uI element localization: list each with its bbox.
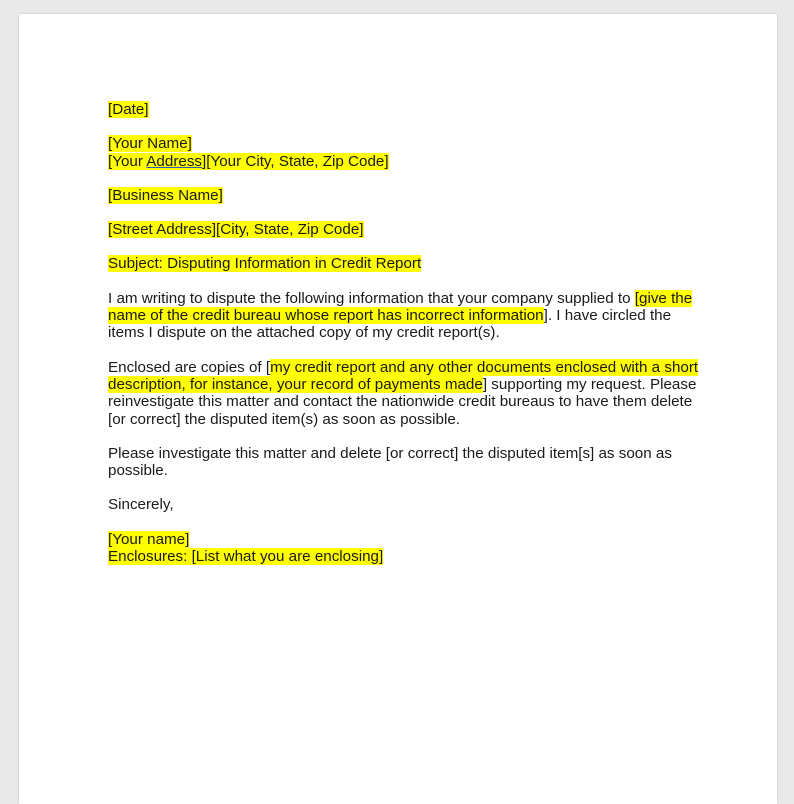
address-word: Address (146, 152, 203, 170)
p1-highlight: [give the name of the credit bureau whose report has incorrect information (108, 289, 693, 325)
date-placeholder: [Date] (108, 101, 149, 118)
recipient-address-line (108, 221, 708, 238)
paragraph-3 (108, 445, 708, 480)
date-line (108, 101, 708, 118)
p2-highlight: my credit report and any other documents enclosed with a short description, for instance, your record of payments made (108, 358, 699, 393)
closing-line (108, 496, 708, 513)
business-name-line (108, 187, 708, 204)
business-name-placeholder: [Business Name] (108, 186, 223, 204)
letter-body[interactable] (108, 101, 708, 582)
sender-block (108, 135, 708, 170)
paragraph-1 (108, 290, 708, 342)
p2-text-b: ] supporting my request. Please reinvestigate this matter and contact the nationwide credit bureaus to have them delete [or correct] the disputed item(s) as soon as possible. (108, 375, 697, 428)
street-city-placeholder: [Street Address][City, State, Zip Code] (108, 221, 364, 239)
signature-block (108, 531, 708, 566)
address-rest: ][Your City, State, Zip Code] (202, 152, 389, 170)
sign-name-placeholder: [Your name] (108, 530, 190, 548)
your-prefix: [Your (108, 152, 147, 170)
subject-line (108, 255, 708, 272)
p2-text-a: Enclosed are copies of [ (108, 358, 271, 376)
p3-text: Please investigate this matter and delete [or correct] the disputed item[s] as soon as possible. (108, 444, 672, 480)
your-name-placeholder: [Your Name] (108, 135, 192, 153)
enclosures-placeholder: Enclosures: [List what you are enclosing] (108, 548, 384, 566)
p1-text-b: ]. I have circled the items I dispute on the attached copy of my credit report(s). (108, 307, 672, 342)
subject-text: Subject: Disputing Information in Credit Report (108, 255, 422, 273)
p1-text-a: I am writing to dispute the following information that your company supplied to (108, 289, 635, 307)
paragraph-2 (108, 359, 708, 428)
closing-text: Sincerely, (108, 496, 174, 514)
document-page (19, 14, 777, 804)
your-address-placeholder (108, 153, 389, 170)
